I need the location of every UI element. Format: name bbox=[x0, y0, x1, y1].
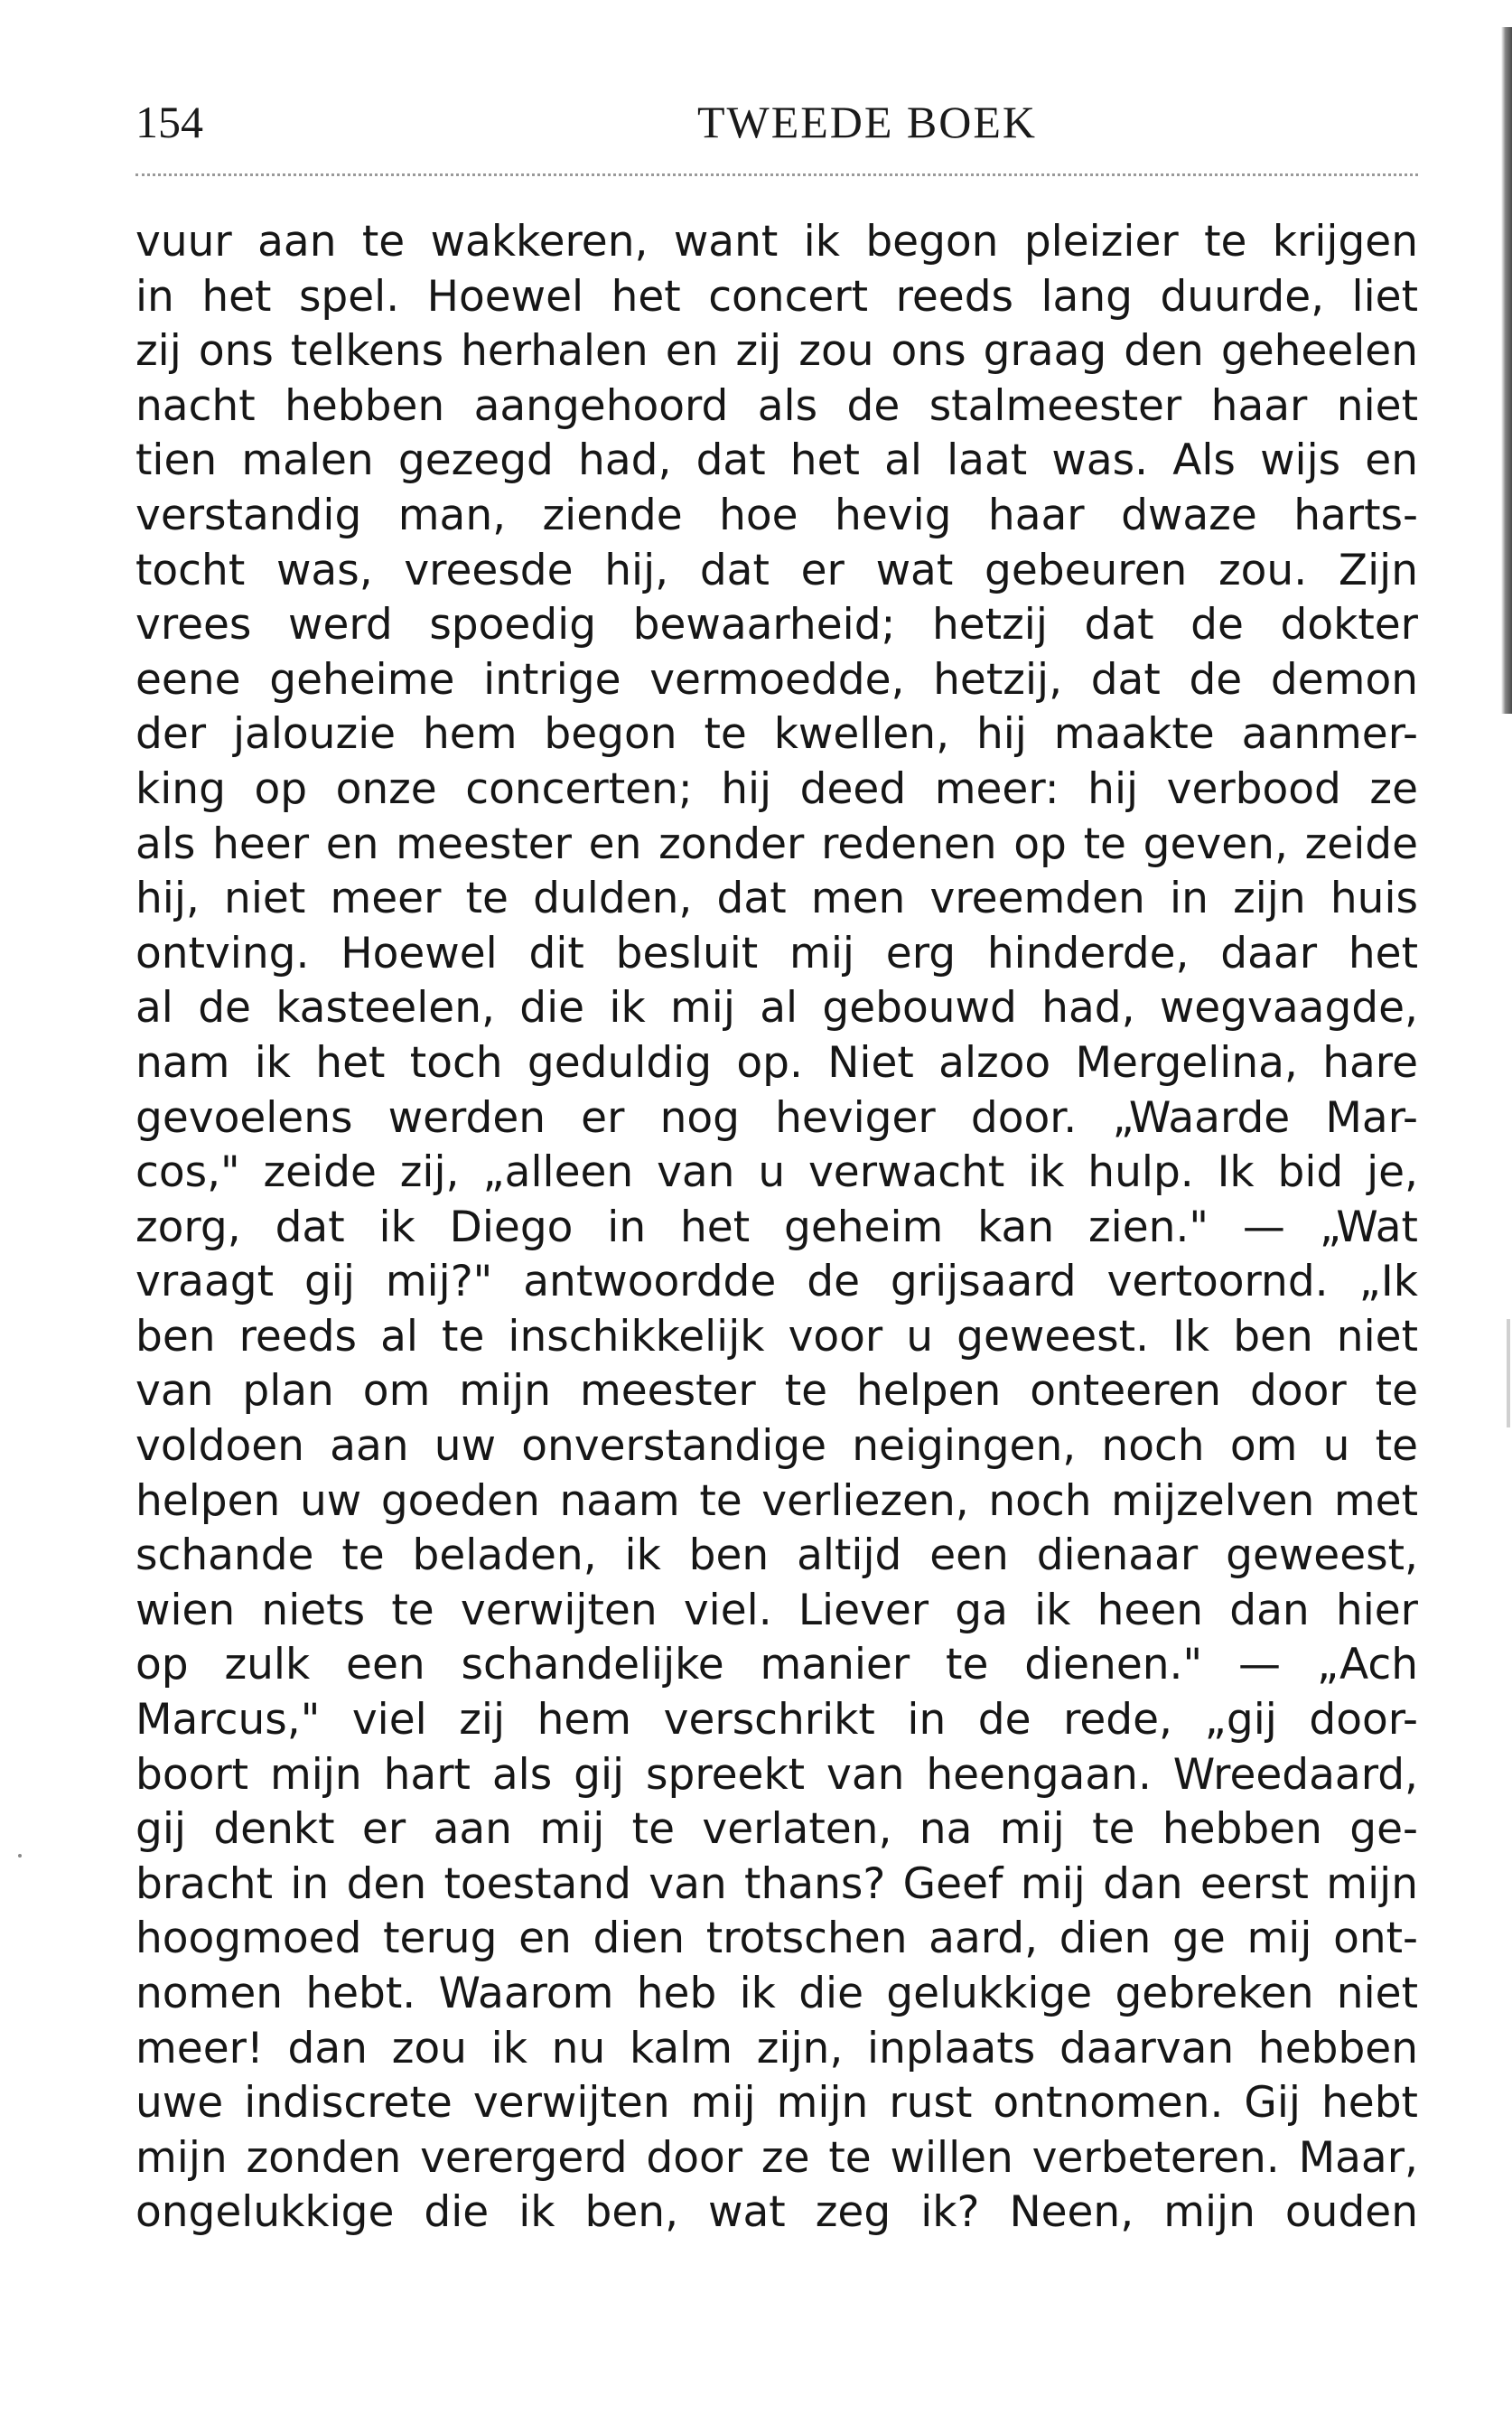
text-line: gij denkt er aan mij te verlaten, na mij te hebben ge- bbox=[135, 1804, 1418, 1855]
text-line: tien malen gezegd had, dat het al laat was. Als wijs en bbox=[135, 435, 1418, 486]
text-line: king op onze concerten; hij deed meer: hij verbood ze bbox=[135, 763, 1418, 814]
binding-shadow bbox=[1501, 27, 1512, 714]
text-line: helpen uw goeden naam te verliezen, noch mijzelven met bbox=[135, 1475, 1418, 1526]
text-line: wien niets te verwijten viel. Liever ga ik heen dan hier bbox=[135, 1585, 1418, 1635]
text-line: bracht in den toestand van thans? Geef mij dan eerst mijn bbox=[135, 1858, 1418, 1909]
text-line: ongelukkige die ik ben, wat zeg ik? Neen, mijn ouden bbox=[135, 2187, 1418, 2238]
text-line: nacht hebben aangehoord als de stalmeester haar niet bbox=[135, 380, 1418, 431]
text-line: uwe indiscrete verwijten mij mijn rust ontnomen. Gij hebt bbox=[135, 2078, 1418, 2129]
text-line: hij, niet meer te dulden, dat men vreemden in zijn huis bbox=[135, 874, 1418, 924]
text-line: op zulk een schandelijke manier te dienen." — „Ach bbox=[135, 1640, 1418, 1690]
text-line: zorg, dat ik Diego in het geheim kan zien." — „Wat bbox=[135, 1202, 1418, 1252]
header-divider bbox=[135, 173, 1418, 176]
page-number: 154 bbox=[135, 97, 203, 147]
text-line: als heer en meester en zonder redenen op te geven, zeide bbox=[135, 819, 1418, 869]
text-line: eene geheime intrige vermoedde, hetzij, dat de demon bbox=[135, 654, 1418, 705]
text-line: nomen hebt. Waarom heb ik die gelukkige gebreken niet bbox=[135, 1969, 1418, 2018]
text-line: vrees werd spoedig bewaarheid; hetzij dat de dokter bbox=[135, 600, 1418, 650]
text-line: al de kasteelen, die ik mij al gebouwd had, wegvaagde, bbox=[135, 983, 1418, 1034]
text-line: gevoelens werden er nog heviger door. „Waarde Mar- bbox=[135, 1092, 1418, 1143]
text-line: boort mijn hart als gij spreekt van heengaan. Wreedaard, bbox=[135, 1749, 1418, 1800]
text-line: Marcus," viel zij hem verschrikt in de rede, „gij door- bbox=[135, 1695, 1418, 1745]
text-line: in het spel. Hoewel het concert reeds lang duurde, liet bbox=[135, 271, 1418, 322]
text-line: ontving. Hoewel dit besluit mij erg hinderde, daar het bbox=[135, 928, 1418, 978]
page-header bbox=[135, 90, 1418, 154]
text-line: meer! dan zou ik nu kalm zijn, inplaats daarvan hebben bbox=[135, 2023, 1418, 2073]
body-text bbox=[135, 215, 1418, 2241]
text-line: van plan om mijn meester te helpen onteeren door te bbox=[135, 1366, 1418, 1417]
paper-speck bbox=[18, 1854, 22, 1858]
text-line: voldoen aan uw onverstandige neigingen, noch om u te bbox=[135, 1421, 1418, 1472]
text-line: tocht was, vreesde hij, dat er wat gebeuren zou. Zijn bbox=[135, 545, 1418, 595]
text-line: vraagt gij mij?" antwoordde de grijsaard vertoornd. „Ik bbox=[135, 1257, 1418, 1307]
text-line: nam ik het toch geduldig op. Niet alzoo Mergelina, hare bbox=[135, 1037, 1418, 1088]
text-line: zij ons telkens herhalen en zij zou ons graag den geheelen bbox=[135, 326, 1418, 377]
text-line: vuur aan te wakkeren, want ik begon pleizier te krijgen bbox=[135, 217, 1418, 267]
text-line: der jalouzie hem begon te kwellen, hij maakte aanmer- bbox=[135, 709, 1418, 760]
text-line: hoogmoed terug en dien trotschen aard, dien ge mij ont- bbox=[135, 1914, 1418, 1964]
text-line: mijn zonden verergerd door ze te willen verbeteren. Maar, bbox=[135, 2132, 1418, 2183]
text-line: schande te beladen, ik ben altijd een dienaar geweest, bbox=[135, 1530, 1418, 1581]
running-head: TWEEDE BOEK bbox=[696, 97, 1038, 147]
text-line: cos," zeide zij, „alleen van u verwacht ik hulp. Ik bid je, bbox=[135, 1147, 1418, 1198]
text-line: ben reeds al te inschikkelijk voor u geweest. Ik ben niet bbox=[135, 1311, 1418, 1362]
binding-shadow-lower bbox=[1507, 1319, 1510, 1427]
text-line: verstandig man, ziende hoe hevig haar dwaze harts- bbox=[135, 490, 1418, 540]
